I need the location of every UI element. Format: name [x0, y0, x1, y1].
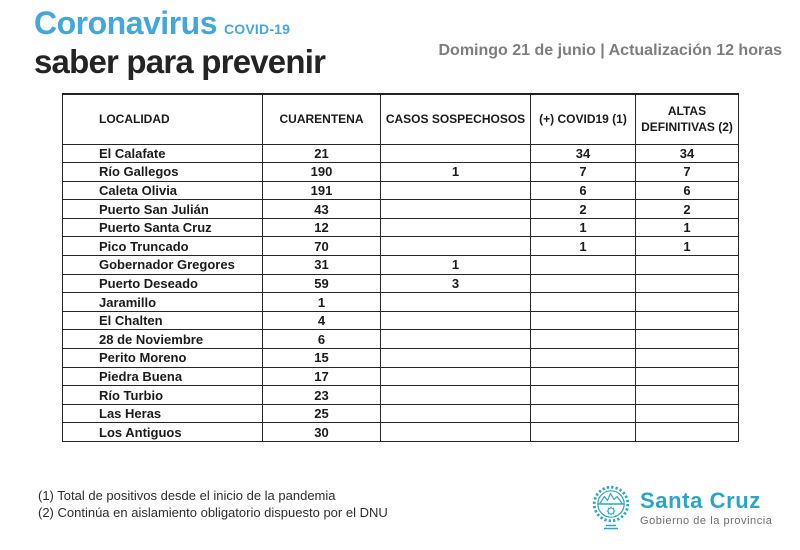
value-cell [636, 330, 739, 349]
table-row [63, 144, 739, 163]
value-cell [531, 330, 636, 349]
locality-cell: Jaramillo [63, 293, 263, 312]
value-cell [381, 386, 531, 405]
value-cell [381, 330, 531, 349]
value-cell [636, 423, 739, 442]
value-cell: 25 [263, 404, 381, 423]
value-cell: 6 [263, 330, 381, 349]
value-cell [531, 386, 636, 405]
value-cell [531, 293, 636, 312]
value-cell: 21 [263, 144, 381, 163]
locality-cell: El Chalten [63, 311, 263, 330]
brand-title: Coronavirus [34, 5, 217, 41]
value-cell: 1 [263, 293, 381, 312]
value-cell: 4 [263, 311, 381, 330]
value-cell: 43 [263, 200, 381, 219]
value-cell: 1 [636, 218, 739, 237]
footnotes [38, 488, 388, 521]
value-cell: 34 [636, 144, 739, 163]
col-header-covid19: (+) COVID19 (1) [531, 94, 636, 144]
table-row [63, 237, 739, 256]
value-cell [636, 349, 739, 368]
table-row [63, 404, 739, 423]
brand-block [34, 5, 326, 80]
value-cell: 34 [531, 144, 636, 163]
value-cell: 6 [636, 181, 739, 200]
value-cell: 6 [531, 181, 636, 200]
value-cell: 1 [531, 237, 636, 256]
value-cell: 1 [381, 163, 531, 182]
logo-text-block [640, 484, 772, 527]
table-row [63, 386, 739, 405]
value-cell [636, 256, 739, 275]
value-cell: 190 [263, 163, 381, 182]
locality-cell: Perito Moreno [63, 349, 263, 368]
value-cell [381, 200, 531, 219]
value-cell: 1 [636, 237, 739, 256]
value-cell [381, 144, 531, 163]
value-cell [531, 274, 636, 293]
value-cell [381, 423, 531, 442]
logo-government-subtitle: Gobierno de la provincia [640, 515, 773, 527]
brand-line [34, 7, 325, 46]
value-cell [531, 311, 636, 330]
table-row [63, 181, 739, 200]
value-cell: 23 [263, 386, 381, 405]
value-cell [636, 367, 739, 386]
brand-covid-label: COVID-19 [223, 21, 291, 37]
col-header-localidad: LOCALIDAD [63, 94, 263, 144]
footnote-2: (2) Continúa en aislamiento obligatorio dispuesto por el DNU [38, 504, 388, 520]
value-cell: 17 [263, 367, 381, 386]
value-cell: 2 [531, 200, 636, 219]
locality-cell: 28 de Noviembre [63, 330, 263, 349]
value-cell: 70 [263, 237, 381, 256]
locality-cell: Los Antiguos [63, 423, 263, 442]
value-cell: 31 [263, 256, 381, 275]
value-cell: 191 [263, 181, 381, 200]
value-cell [381, 404, 531, 423]
col-header-altas-definitivas: ALTAS DEFINITIVAS (2) [636, 94, 739, 144]
table-row [63, 311, 739, 330]
locality-cell: Puerto San Julián [63, 200, 263, 219]
value-cell: 1 [381, 256, 531, 275]
santa-cruz-crest-icon [591, 484, 631, 532]
table-row [63, 423, 739, 442]
table-row [63, 367, 739, 386]
brand-tagline: saber para prevenir [34, 43, 326, 80]
table-header-row [63, 94, 739, 144]
value-cell: 12 [263, 218, 381, 237]
locality-cell: Piedra Buena [63, 367, 263, 386]
value-cell: 7 [636, 163, 739, 182]
logo-province-name: Santa Cruz [640, 488, 761, 513]
value-cell [636, 404, 739, 423]
value-cell [636, 274, 739, 293]
value-cell [381, 367, 531, 386]
locality-cell: Puerto Santa Cruz [63, 218, 263, 237]
value-cell: 1 [531, 218, 636, 237]
locality-cell: Río Gallegos [63, 163, 263, 182]
table-row [63, 330, 739, 349]
locality-cell: El Calafate [63, 144, 263, 163]
value-cell: 2 [636, 200, 739, 219]
value-cell [531, 404, 636, 423]
value-cell [531, 423, 636, 442]
table-row [63, 200, 739, 219]
locality-cell: Las Heras [63, 404, 263, 423]
locality-cell: Puerto Deseado [63, 274, 263, 293]
table-body [63, 144, 739, 442]
covid-cases-table [62, 93, 739, 442]
value-cell [381, 349, 531, 368]
value-cell [381, 293, 531, 312]
table-row [63, 349, 739, 368]
value-cell [381, 311, 531, 330]
update-date-text: Domingo 21 de junio | Actualización 12 horas [438, 42, 782, 59]
value-cell: 30 [263, 423, 381, 442]
table-row [63, 274, 739, 293]
locality-cell: Pico Truncado [63, 237, 263, 256]
locality-cell: Caleta Olivia [63, 181, 263, 200]
value-cell [531, 349, 636, 368]
value-cell: 15 [263, 349, 381, 368]
locality-cell: Gobernador Gregores [63, 256, 263, 275]
value-cell [381, 237, 531, 256]
table-row [63, 163, 739, 182]
locality-cell: Río Turbio [63, 386, 263, 405]
santa-cruz-logo [591, 484, 772, 532]
value-cell [381, 218, 531, 237]
col-header-casos-sospechosos: CASOS SOSPECHOSOS [381, 94, 531, 144]
table-row [63, 256, 739, 275]
footnote-1: (1) Total de positivos desde el inicio de la pandemia [38, 488, 336, 503]
table-row [63, 218, 739, 237]
value-cell [636, 293, 739, 312]
value-cell [636, 311, 739, 330]
value-cell [531, 256, 636, 275]
value-cell: 7 [531, 163, 636, 182]
col-header-cuarentena: CUARENTENA [263, 94, 381, 144]
value-cell: 3 [381, 274, 531, 293]
value-cell: 59 [263, 274, 381, 293]
value-cell [636, 386, 739, 405]
table-row [63, 293, 739, 312]
value-cell [381, 181, 531, 200]
value-cell [531, 367, 636, 386]
